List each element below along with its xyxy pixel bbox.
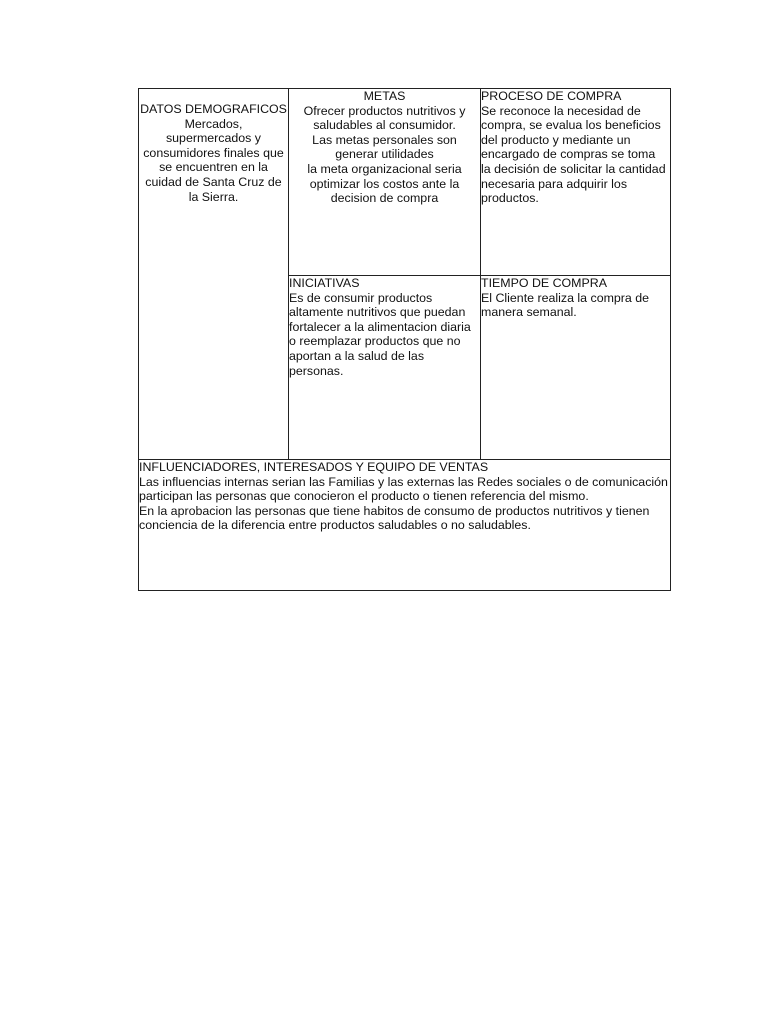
cell-text-line: decision de compra (330, 191, 439, 206)
cell-text-line: necesaria para adquirir los (481, 176, 628, 191)
cell-text-line: la Sierra. (188, 189, 239, 204)
cell-heading: TIEMPO DE COMPRA (481, 276, 607, 290)
cell-datos-demograficos (139, 89, 288, 459)
cell-text-line: altamente nutritivos que puedan (289, 305, 466, 320)
cell-proceso-de-compra (481, 89, 671, 275)
cell-metas (289, 89, 480, 275)
cell-tiempo-de-compra (481, 276, 671, 459)
buyer-profile-table (138, 88, 671, 591)
cell-text-line: saludables al consumidor. (313, 118, 456, 133)
cell-text-line: participan las personas que conocieron el producto o tienen referencia del mismo. (139, 489, 589, 504)
cell-text-line: aportan a la salud de las (289, 348, 425, 363)
cell-heading: DATOS DEMOGRAFICOS (140, 102, 287, 116)
cell-influenciadores (139, 460, 671, 591)
cell-text-line: productos. (481, 191, 539, 206)
cell-heading: PROCESO DE COMPRA (481, 89, 622, 103)
cell-text-line: supermercados y (165, 131, 262, 146)
cell-text-line: compra, se evalua los beneficios (481, 118, 661, 133)
cell-heading: INICIATIVAS (289, 276, 360, 290)
cell-text-line: personas. (289, 363, 344, 378)
cell-text-line: o reemplazar productos que no (289, 334, 461, 349)
cell-text-line: conciencia de la diferencia entre productos saludables o no saludables. (139, 518, 531, 533)
cell-text-line: Las metas personales son (312, 132, 457, 147)
cell-text-line: Es de consumir productos (289, 290, 433, 305)
cell-text-line: Se reconoce la necesidad de (481, 103, 641, 118)
cell-text-line: En la aprobacion las personas que tiene habitos de consumo de productos nutritivos y tienen (139, 503, 650, 518)
cell-text-line: El Cliente realiza la compra de (481, 290, 650, 305)
cell-text-line: la meta organizacional seria (307, 161, 462, 176)
cell-text-line: Mercados, (184, 116, 243, 131)
cell-text-line: optimizar los costos ante la (309, 176, 460, 191)
cell-heading: INFLUENCIADORES, INTERESADOS Y EQUIPO DE VENTAS (139, 460, 489, 474)
cell-text-line: Las influencias internas serian las Familias y las externas las Redes sociales o de comunicación (139, 474, 668, 489)
cell-text-line: fortalecer a la alimentacion diaria (289, 319, 471, 334)
cell-heading: METAS (363, 89, 406, 103)
cell-text-line: encargado de compras se toma (481, 147, 656, 162)
cell-text-line: generar utilidades (335, 147, 434, 162)
cell-iniciativas (289, 276, 480, 459)
cell-text-line: cuidad de Santa Cruz de (145, 174, 282, 189)
cell-text-line: consumidores finales que (143, 145, 284, 160)
cell-text-line: la decisión de solicitar la cantidad (481, 161, 666, 176)
cell-text-line: del producto y mediante un (481, 132, 631, 147)
cell-text-line: Ofrecer productos nutritivos y (303, 103, 466, 118)
cell-text-line: se encuentren en la (159, 160, 268, 175)
cell-text-line: manera semanal. (481, 305, 577, 320)
